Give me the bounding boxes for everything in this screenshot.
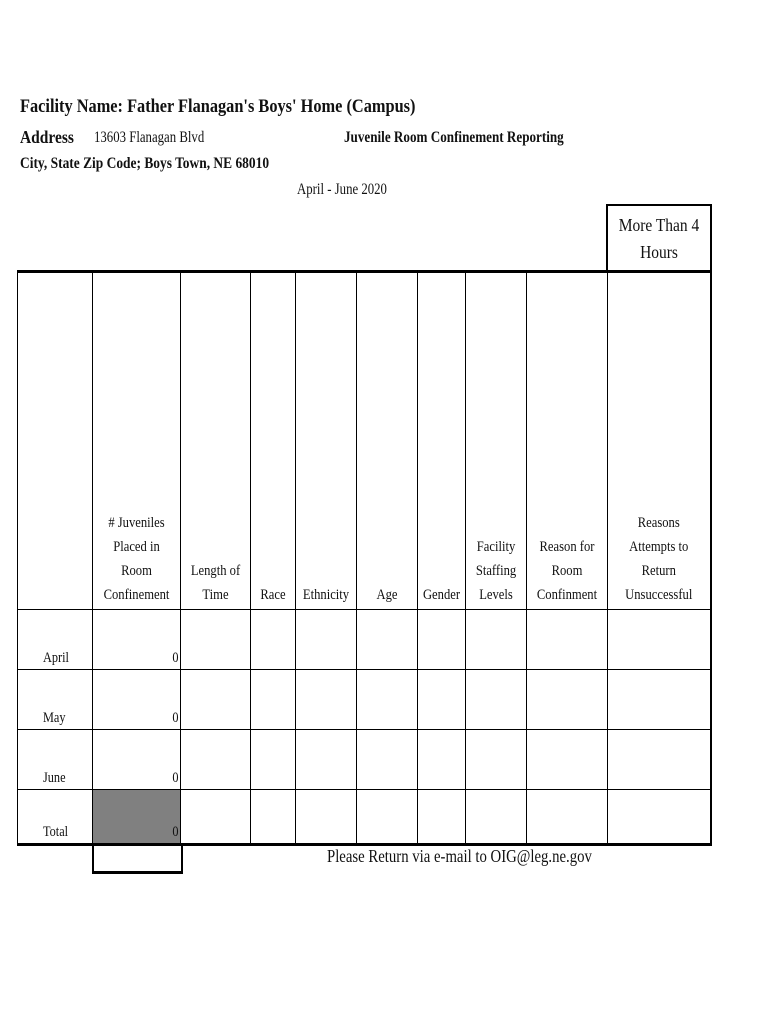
table-cell — [527, 610, 608, 670]
table-cell — [251, 790, 296, 845]
column-header-juveniles: # Juveniles Placed in Room Confinement — [93, 272, 181, 610]
total-juveniles-count: 0 — [93, 790, 181, 845]
table-cell — [527, 790, 608, 845]
table-cell — [296, 610, 357, 670]
table-cell — [418, 670, 466, 730]
juveniles-count: 0 — [93, 670, 181, 730]
table-cell — [251, 730, 296, 790]
table-cell — [251, 670, 296, 730]
row-label: May — [18, 670, 93, 730]
table-header-row — [18, 272, 711, 610]
table-row — [18, 670, 711, 730]
column-header-gender: Gender — [418, 272, 466, 610]
column-header-length-of-time: Length of Time — [181, 272, 251, 610]
table-cell — [466, 610, 527, 670]
table-cell — [181, 610, 251, 670]
table-cell — [181, 730, 251, 790]
table-cell — [181, 670, 251, 730]
table-cell — [296, 790, 357, 845]
table-cell — [296, 730, 357, 790]
city-state-zip: City, State Zip Code; Boys Town, NE 68010 — [20, 155, 270, 172]
reporting-period: April - June 2020 — [297, 181, 387, 198]
row-label: June — [18, 730, 93, 790]
table-row — [18, 730, 711, 790]
column-header-reason: Reason for Room Confinment — [527, 272, 608, 610]
table-cell — [527, 730, 608, 790]
table-cell — [357, 610, 418, 670]
table-cell — [608, 610, 711, 670]
table-cell — [527, 670, 608, 730]
column-header-reasons-attempts: Reasons Attempts to Return Unsuccessful — [608, 272, 711, 610]
address-value: 13603 Flanagan Blvd — [94, 129, 205, 146]
table-cell — [357, 670, 418, 730]
column-header-month — [18, 272, 93, 610]
confinement-table — [17, 270, 712, 846]
address-label: Address — [20, 127, 74, 147]
table-cell — [357, 730, 418, 790]
table-cell — [608, 730, 711, 790]
juveniles-count: 0 — [93, 730, 181, 790]
return-instructions: Please Return via e-mail to OIG@leg.ne.gov — [327, 846, 592, 866]
table-row — [18, 610, 711, 670]
table-cell — [418, 610, 466, 670]
table-cell — [181, 790, 251, 845]
table-cell — [251, 610, 296, 670]
table-total-row — [18, 790, 711, 845]
table-cell — [418, 730, 466, 790]
column-header-race: Race — [251, 272, 296, 610]
table-cell — [466, 730, 527, 790]
juveniles-count: 0 — [93, 610, 181, 670]
table-cell — [466, 790, 527, 845]
row-label: Total — [18, 790, 93, 845]
row-label: April — [18, 610, 93, 670]
table-cell — [608, 670, 711, 730]
total-underline-box — [92, 843, 183, 874]
column-header-ethnicity: Ethnicity — [296, 272, 357, 610]
column-header-age: Age — [357, 272, 418, 610]
report-title: Juvenile Room Confinement Reporting — [344, 129, 564, 146]
table-cell — [608, 790, 711, 845]
more-than-4-hours-header: More Than 4 Hours — [606, 204, 712, 272]
table-cell — [418, 790, 466, 845]
facility-name: Facility Name: Father Flanagan's Boys' Home (Campus) — [20, 96, 416, 117]
table-cell — [296, 670, 357, 730]
table-cell — [357, 790, 418, 845]
column-header-staffing-levels: Facility Staffing Levels — [466, 272, 527, 610]
table-cell — [466, 670, 527, 730]
